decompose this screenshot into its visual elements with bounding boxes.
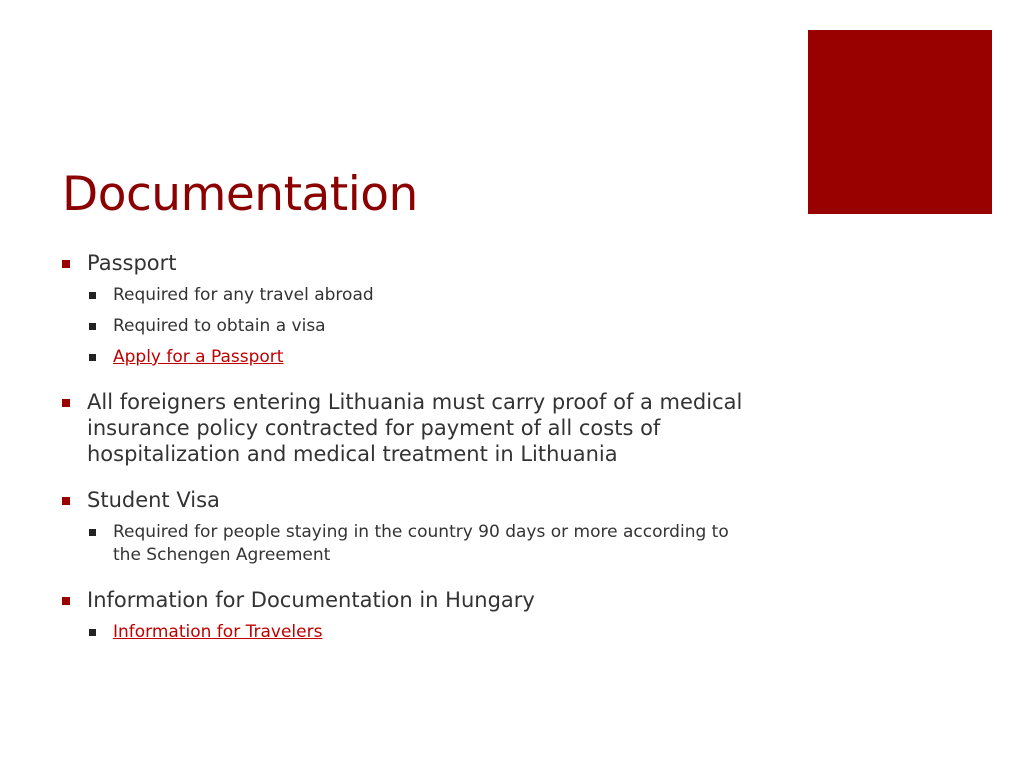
bullet-text: Student Visa bbox=[87, 488, 220, 512]
sub-bullet-text: Required to obtain a visa bbox=[113, 316, 326, 336]
bullet-student-visa bbox=[62, 487, 762, 513]
square-bullet-icon bbox=[89, 629, 96, 636]
square-bullet-icon bbox=[89, 292, 96, 299]
apply-passport-link[interactable]: Apply for a Passport bbox=[113, 347, 284, 367]
sub-bullet-info-travelers bbox=[87, 621, 762, 644]
information-for-travelers-link[interactable]: Information for Travelers bbox=[113, 622, 323, 642]
bullet-text: All foreigners entering Lithuania must carry proof of a medical insurance policy contracted for payment of all costs of hospitalization and medical treatment in Lithuania bbox=[87, 390, 743, 466]
sub-bullet-apply-passport bbox=[87, 346, 762, 369]
square-bullet-icon bbox=[89, 529, 96, 536]
slide-title: Documentation bbox=[62, 167, 418, 222]
square-bullet-icon bbox=[62, 260, 70, 268]
sub-bullet-schengen bbox=[87, 521, 733, 567]
bullet-text: Passport bbox=[87, 251, 177, 275]
bullet-medical-insurance bbox=[62, 389, 762, 467]
bullet-documentation-hungary bbox=[62, 587, 762, 613]
square-bullet-icon bbox=[89, 323, 96, 330]
square-bullet-icon bbox=[62, 399, 70, 407]
bullet-list bbox=[62, 250, 762, 644]
bullet-text: Information for Documentation in Hungary bbox=[87, 588, 535, 612]
square-bullet-icon bbox=[62, 497, 70, 505]
square-bullet-icon bbox=[62, 597, 70, 605]
accent-block bbox=[808, 30, 992, 214]
sub-bullet-text: Required for any travel abroad bbox=[113, 285, 374, 305]
sub-bullet-text: Required for people staying in the country 90 days or more according to the Schengen Agreement bbox=[113, 522, 729, 565]
sub-bullet-obtain-visa bbox=[87, 315, 762, 338]
square-bullet-icon bbox=[89, 354, 96, 361]
sub-bullet-travel-abroad bbox=[87, 284, 762, 307]
bullet-passport bbox=[62, 250, 762, 276]
